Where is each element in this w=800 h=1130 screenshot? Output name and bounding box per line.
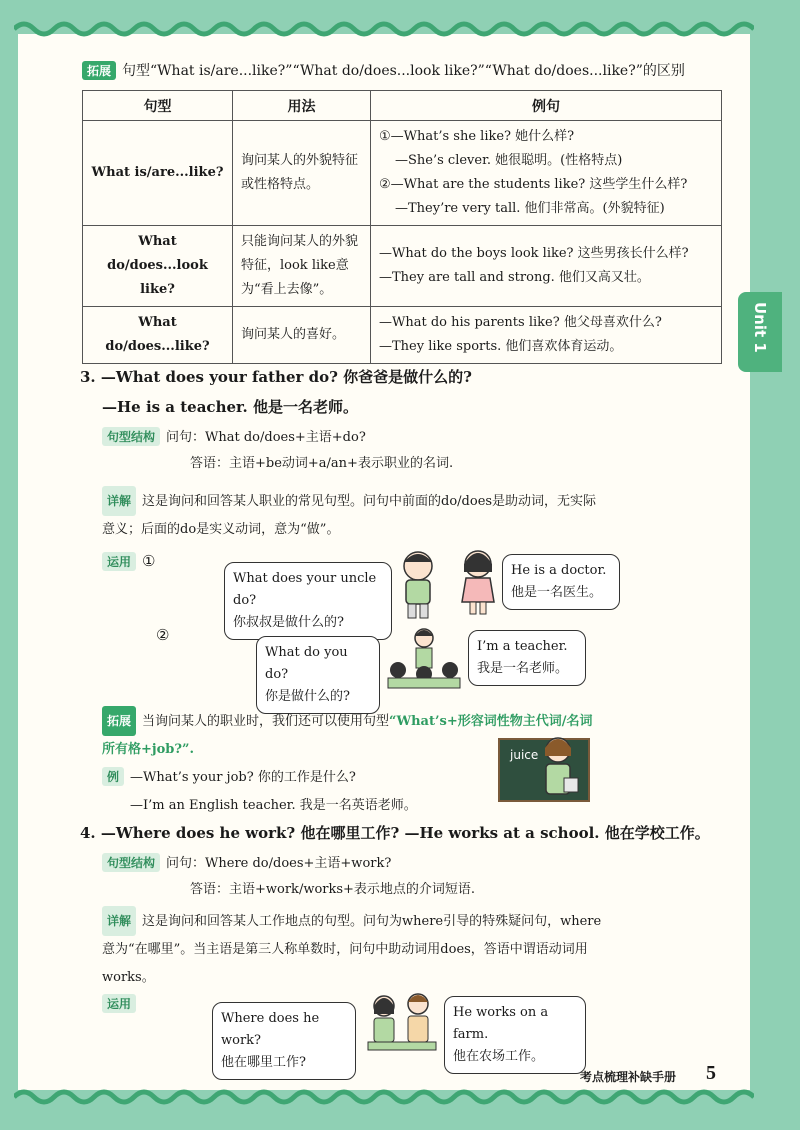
example-line: —They are tall and strong. 他们又高又壮。 (379, 270, 650, 285)
bubble-chinese: 他在农场工作。 (453, 1049, 545, 1064)
bubble-english: He works on a farm. (453, 1005, 549, 1042)
extension-text-2b: job (151, 742, 175, 757)
unit-tab-label: Unit 1 (751, 302, 769, 353)
boy-illustration (394, 548, 442, 620)
example-question-text: —What’s your job? 你的工作是什么? (130, 770, 356, 785)
extension-heading (82, 60, 685, 80)
exercise-number-2: ② (156, 626, 170, 644)
use-tag: 运用 (102, 994, 136, 1013)
girl-illustration (456, 546, 500, 616)
example-answer: —I’m an English teacher. 我是一名英语老师。 (130, 798, 417, 813)
bubble-english: What does your uncle do? (233, 571, 377, 608)
examples-cell (371, 226, 722, 307)
structure-question: 问句：What do/does+主语+do? (166, 430, 366, 445)
page-number: 5 (706, 1062, 716, 1084)
detail-text-2: 意为“在哪里”。当主语是第三人称单数时，问句中助动词用does，答语中谓语动词用 (102, 942, 588, 957)
comparison-table (82, 90, 722, 364)
extension-tag: 拓展 (102, 706, 136, 736)
extension-text-1a: 当询问某人的职业时，我们还可以使用句型 (142, 714, 390, 729)
examples-cell (371, 307, 722, 364)
detail-tag: 详解 (102, 486, 136, 516)
extension-tag: 拓展 (82, 61, 116, 80)
speech-bubble (224, 562, 392, 640)
section-3-structure (102, 426, 366, 446)
bubble-chinese: 他是一名医生。 (511, 585, 603, 600)
section-3-answer: —He is a teacher. 他是一名老师。 (102, 398, 358, 416)
usage-cell: 只能询问某人的外貌特征，look like意为“看上去像”。 (233, 226, 371, 307)
extension-text-2a: 所有格+ (102, 742, 152, 757)
example-line: ②—What are the students like? 这些学生什么样? (379, 177, 688, 192)
structure-tag: 句型结构 (102, 427, 160, 446)
section-3-extension (102, 706, 724, 764)
extension-text-2c: ?”. (174, 742, 194, 757)
section-4-structure (102, 852, 391, 872)
table-header-row (83, 91, 722, 121)
bubble-english: He is a doctor. (511, 563, 607, 578)
pattern-cell: What do/does...look like? (83, 226, 233, 307)
table-row (83, 121, 722, 226)
example-line: —What do his parents like? 他父母喜欢什么? (379, 315, 662, 330)
speech-bubble (502, 554, 620, 610)
header-examples: 例句 (371, 91, 722, 121)
example-line: —They like sports. 他们喜欢体育运动。 (379, 339, 623, 354)
bubble-english: I’m a teacher. (477, 639, 568, 654)
detail-tag: 详解 (102, 906, 136, 936)
structure-question: 问句：Where do/does+主语+work? (166, 856, 392, 871)
detail-text-1: 这是询问和回答某人工作地点的句型。问句为where引导的特殊疑问句，where (142, 914, 602, 929)
two-people-illustration (364, 990, 440, 1054)
bubble-chinese: 他在哪里工作? (221, 1055, 306, 1070)
section-4-use (102, 994, 142, 1013)
header-usage: 用法 (233, 91, 371, 121)
structure-answer: 答语：主语+be动词+a/an+表示职业的名词. (190, 456, 454, 471)
speech-bubble (468, 630, 586, 686)
section-4-title: 4. —Where does he work? 他在哪里工作? —He works at a school. 他在学校工作。 (80, 824, 710, 842)
structure-answer: 答语：主语+work/works+表示地点的介词短语. (190, 882, 476, 897)
bubble-chinese: 你是做什么的? (265, 689, 350, 704)
teacher-illustration (536, 734, 582, 808)
detail-text-1: 这是询问和回答某人职业的常见句型。问句中前面的do/does是助动词，无实际 (142, 494, 597, 509)
table-row (83, 307, 722, 364)
pattern-cell: What is/are...like? (83, 121, 233, 226)
use-tag: 运用 (102, 552, 136, 571)
section-3-question: 3. —What does your father do? 你爸爸是做什么的? (80, 368, 472, 386)
unit-tab[interactable] (738, 292, 782, 372)
pattern-cell: What do/does...like? (83, 307, 233, 364)
extension-heading-text: 句型“What is/are...like?”“What do/does...look like?”“What do/does...like?”的区别 (122, 63, 685, 79)
speech-bubble (444, 996, 586, 1074)
exercise-number-1: ① (142, 552, 156, 570)
extension-text-1b: “What’s+形容词性物主代词/名词 (389, 714, 593, 729)
example-tag: 例 (102, 767, 124, 786)
bubble-chinese: 你叔叔是做什么的? (233, 615, 344, 630)
detail-text-2: 意义；后面的do是实义动词，意为“做”。 (102, 522, 340, 537)
bubble-chinese: 我是一名老师。 (477, 661, 569, 676)
speech-bubble (212, 1002, 356, 1080)
footer-book-title: 考点梳理补缺手册 (580, 1070, 677, 1084)
section-3-use (102, 552, 155, 571)
section-3-detail (102, 486, 722, 544)
example-line: —She’s clever. 她很聪明。(性格特点) (395, 153, 623, 168)
example-line: —They’re very tall. 他们非常高。(外貌特征) (395, 201, 665, 216)
bubble-english: Where does he work? (221, 1011, 320, 1048)
structure-tag: 句型结构 (102, 853, 160, 872)
example-question (102, 766, 356, 786)
section-4-detail (102, 906, 724, 992)
bottom-wave-border (14, 1084, 754, 1110)
header-pattern: 句型 (83, 91, 233, 121)
example-line: ①—What’s she like? 她什么样? (379, 129, 575, 144)
blackboard-word: juice (510, 748, 539, 762)
speech-bubble (256, 636, 380, 714)
classroom-illustration (384, 626, 464, 692)
usage-cell: 询问某人的喜好。 (233, 307, 371, 364)
table-row (83, 226, 722, 307)
examples-cell (371, 121, 722, 226)
example-line: —What do the boys look like? 这些男孩长什么样? (379, 246, 689, 261)
bubble-english: What do you do? (265, 645, 348, 682)
top-wave-border (14, 16, 754, 42)
usage-cell: 询问某人的外貌特征或性格特点。 (233, 121, 371, 226)
detail-text-3: works。 (102, 970, 155, 985)
